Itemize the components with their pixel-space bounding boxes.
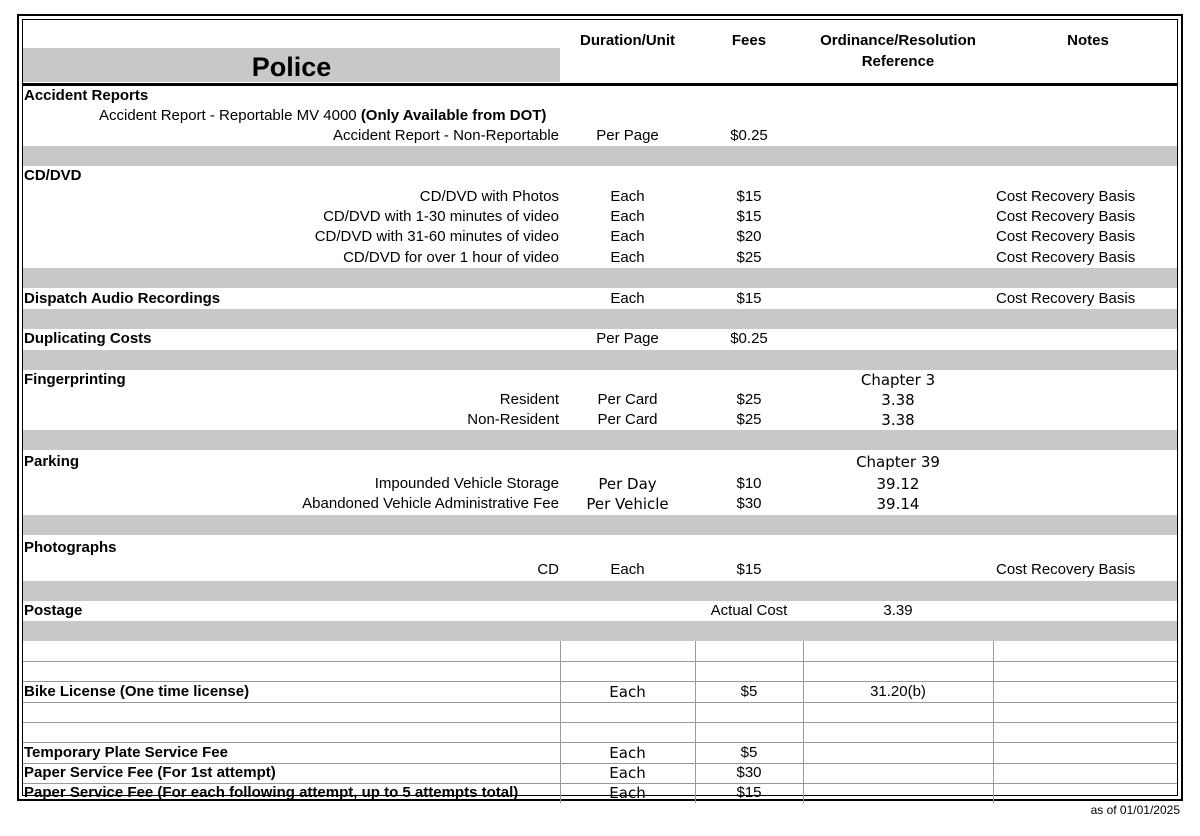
section-bike-license — [23, 682, 1177, 702]
section-fingerprinting — [23, 370, 1177, 390]
section-duplicating-costs — [23, 329, 1177, 349]
row-note: Cost Recovery Basis — [996, 228, 1136, 245]
row-note: Cost Recovery Basis — [996, 290, 1136, 307]
row-fee: $0.25 — [730, 330, 768, 347]
section-title: Dispatch Audio Recordings — [24, 290, 221, 307]
section-cd-dvd — [23, 166, 1177, 186]
separator-band — [23, 581, 1177, 601]
row-fee: $15 — [736, 290, 762, 307]
table-row — [23, 227, 1177, 247]
header-duration: Duration/Unit — [580, 32, 675, 49]
table-row — [23, 560, 1177, 580]
section-title: Duplicating Costs — [24, 330, 152, 347]
row-label: Abandoned Vehicle Administrative Fee — [302, 495, 559, 512]
fee-schedule-frame — [17, 14, 1183, 801]
row-fee: $5 — [740, 744, 758, 761]
row-fee: Actual Cost — [710, 602, 788, 619]
row-duration: Each — [610, 208, 645, 225]
row-note: Cost Recovery Basis — [996, 249, 1136, 266]
row-duration: Each — [609, 764, 646, 782]
row-label: Impounded Vehicle Storage — [374, 475, 559, 492]
row-label-bold: (Only Available from DOT) — [360, 107, 547, 124]
row-duration: Each — [609, 784, 646, 802]
row-ordinance: Chapter 3 — [860, 371, 936, 389]
row-fee: $10 — [736, 475, 762, 492]
row-label-text: Accident Report - Reportable MV 4000 — [99, 107, 361, 124]
row-duration: Each — [610, 561, 645, 578]
table-row — [23, 248, 1177, 268]
row-ordinance: 3.38 — [881, 391, 915, 409]
row-fee: $15 — [736, 188, 762, 205]
section-title: Photographs — [24, 539, 117, 556]
grid-line — [23, 722, 1177, 723]
table-row — [23, 207, 1177, 227]
row-label: CD/DVD with 31-60 minutes of video — [314, 228, 559, 245]
row-label: Resident — [499, 391, 559, 408]
grid-line — [23, 702, 1177, 703]
section-photographs — [23, 538, 1177, 558]
row-fee: $20 — [736, 228, 762, 245]
header-fees: Fees — [731, 32, 767, 49]
row-fee: $30 — [736, 495, 762, 512]
fee-schedule-table — [22, 19, 1178, 802]
section-dispatch-audio — [23, 289, 1177, 309]
row-fee: $25 — [736, 249, 762, 266]
row-fee: $15 — [736, 784, 762, 801]
section-parking — [23, 452, 1177, 472]
row-note: Cost Recovery Basis — [996, 188, 1136, 205]
separator-band — [23, 350, 1177, 370]
header-ordinance — [803, 30, 993, 72]
row-duration: Each — [610, 188, 645, 205]
separator-band — [23, 621, 1177, 641]
table-row — [23, 106, 1177, 126]
row-duration: Per Day — [598, 475, 657, 493]
section-title: Bike License (One time license) — [24, 683, 250, 700]
row-fee: $25 — [736, 391, 762, 408]
row-ordinance: 31.20(b) — [870, 683, 926, 700]
separator-band — [23, 430, 1177, 450]
separator-band — [23, 309, 1177, 329]
section-title: Accident Reports — [24, 87, 149, 104]
row-label: CD — [537, 561, 559, 578]
row-fee: $15 — [736, 208, 762, 225]
row-duration: Each — [610, 228, 645, 245]
row-label: Accident Report - Non-Reportable — [333, 127, 559, 144]
row-duration: Per Card — [597, 411, 658, 428]
row-label: CD/DVD with Photos — [419, 188, 559, 205]
section-title: Postage — [24, 602, 83, 619]
table-row — [23, 410, 1177, 430]
row-duration: Each — [610, 290, 645, 307]
row-fee: $30 — [736, 764, 762, 781]
page-title: Police — [251, 52, 332, 82]
row-fee: $25 — [736, 411, 762, 428]
row-duration: Per Card — [597, 391, 658, 408]
header-notes: Notes — [1067, 32, 1109, 49]
row-ordinance: 39.14 — [876, 495, 920, 513]
section-postage — [23, 601, 1177, 621]
row-fee: $15 — [736, 561, 762, 578]
row-duration: Each — [610, 249, 645, 266]
separator-band — [23, 146, 1177, 166]
row-duration: Per Vehicle — [586, 495, 669, 513]
section-title: Paper Service Fee (For 1st attempt) — [24, 764, 276, 781]
row-note: Cost Recovery Basis — [996, 561, 1136, 578]
row-ordinance: 39.12 — [876, 475, 920, 493]
table-row — [23, 126, 1177, 146]
table-row — [23, 474, 1177, 494]
table-row — [23, 494, 1177, 514]
row-fee: $0.25 — [730, 127, 768, 144]
section-title: Fingerprinting — [24, 371, 126, 388]
separator-band — [23, 268, 1177, 288]
header-ordinance-line1: Ordinance/Resolution — [820, 32, 976, 49]
row-note: Cost Recovery Basis — [996, 208, 1136, 225]
section-temporary-plate — [23, 743, 1177, 763]
section-title: Temporary Plate Service Fee — [24, 744, 228, 761]
section-title: CD/DVD — [24, 167, 82, 184]
separator-band — [23, 515, 1177, 535]
row-label: CD/DVD with 1-30 minutes of video — [323, 208, 559, 225]
row-duration: Per Page — [596, 330, 659, 347]
row-duration: Each — [609, 744, 646, 762]
row-duration: Each — [609, 683, 646, 701]
row-duration: Per Page — [596, 127, 659, 144]
row-label: Non-Resident — [467, 411, 559, 428]
grid-line — [23, 661, 1177, 662]
row-fee: $5 — [740, 683, 758, 700]
table-row — [23, 187, 1177, 207]
section-paper-service-following — [23, 783, 1177, 803]
section-paper-service-first — [23, 763, 1177, 783]
row-ordinance: 3.39 — [883, 602, 913, 619]
as-of-date: as of 01/01/2025 — [1090, 803, 1180, 817]
row-ordinance: Chapter 39 — [856, 453, 940, 471]
row-ordinance: 3.38 — [881, 411, 915, 429]
table-row — [23, 390, 1177, 410]
row-label — [99, 106, 546, 126]
section-title: Paper Service Fee (For each following attempt, up to 5 attempts total) — [24, 784, 519, 801]
row-label: CD/DVD for over 1 hour of video — [343, 249, 559, 266]
section-accident-reports — [23, 86, 1177, 106]
header-ordinance-line2: Reference — [861, 53, 935, 70]
section-title: Parking — [24, 453, 80, 470]
